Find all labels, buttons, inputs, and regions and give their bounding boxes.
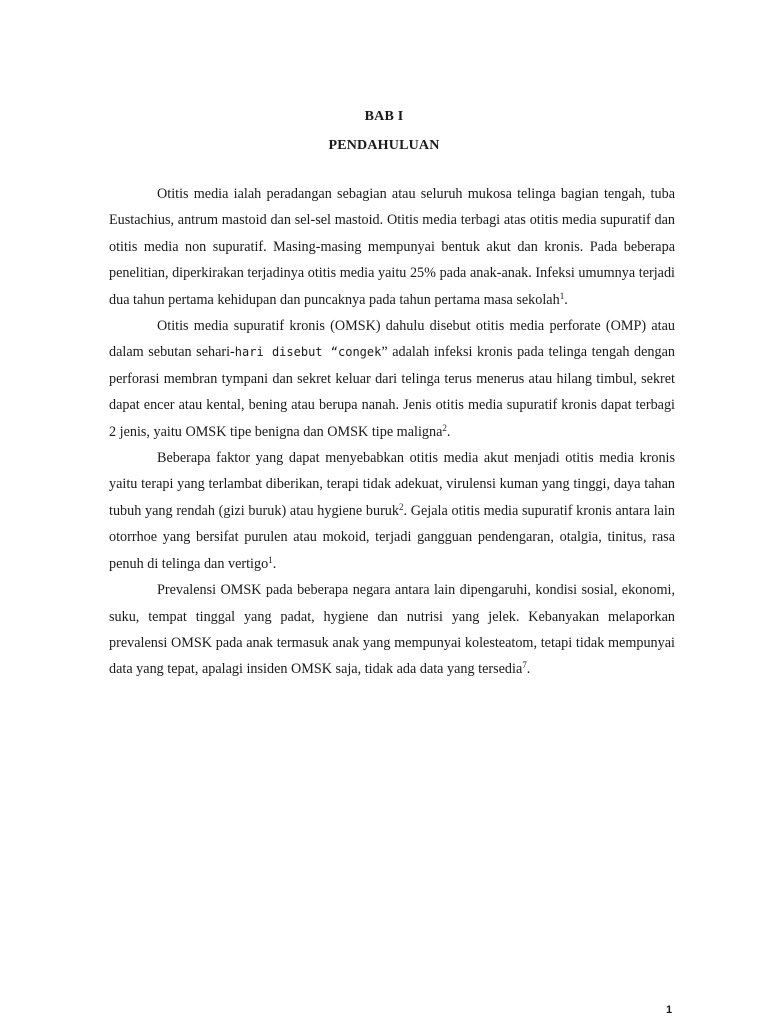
sentence-end: .	[564, 291, 568, 308]
sentence-end: .	[526, 661, 531, 678]
citation-superscript: 2	[442, 422, 447, 433]
body-text	[109, 181, 675, 683]
sentence-end: .	[272, 555, 277, 572]
citation-superscript: 1	[268, 554, 273, 565]
citation-superscript: 2	[399, 501, 404, 512]
citation-superscript: 7	[522, 660, 527, 671]
paragraph-text: ” adalah infeksi kronis pada telinga tengah dengan perforasi membran tympani dan sekret keluar dari telinga terus menerus atau hilang timbul, sekret dapat encer atau kental, bening atau berupa nanah. Jenis otitis media supuratif kronis dapat terbagi 2 jenis, yaitu OMSK tipe benigna dan OMSK tipe maligna	[109, 344, 676, 440]
paragraph-1	[109, 181, 675, 313]
paragraph-text: Prevalensi OMSK pada beberapa negara antara lain dipengaruhi, kondisi sosial, ekonomi, suku, tempat tinggal yang padat, hygiene dan nutrisi yang jelek. Kebanyakan melaporkan prevalensi OMSK pada anak termasuk anak yang mempunyai kolesteatom, tetapi tidak mempunyai data yang tepat, apalagi insiden OMSK saja, tidak ada data yang tersedia	[109, 582, 675, 678]
paragraph-3	[109, 445, 675, 577]
paragraph-text: Beberapa faktor yang dapat menyebabkan otitis media akut menjadi otitis media kronis yaitu terapi yang terlambat diberikan, terapi tidak adekuat, virulensi kuman yang tinggi, daya tahan tubuh yang rendah (gizi buruk) atau hygiene buruk	[109, 450, 675, 519]
sentence-end: .	[446, 423, 451, 440]
citation-superscript: 1	[559, 290, 565, 301]
paragraph-text: Otitis media supuratif kronis (OMSK) dahulu disebut otitis media perforate (OMP) atau dalam sebutan sehari-	[109, 318, 675, 361]
paragraph-4	[109, 577, 675, 683]
chapter-number: BAB I	[364, 109, 404, 124]
paragraph-text: Otitis media ialah peradangan sebagian atau seluruh mukosa telinga bagian tengah, tuba Eustachius, antrum mastoid dan sel-sel mastoid. Otitis media terbagi atas otitis media supuratif dan otitis media non supuratif. Masing-masing mempunyai bentuk akut dan kronis. Pada beberapa penelitian, diperkirakan terjadinya otitis media yaitu 25% pada anak-anak. Infeksi umumnya terjadi dua tahun pertama kehidupan dan puncaknya pada tahun pertama masa sekolah	[109, 186, 675, 308]
paragraph-2	[109, 313, 675, 445]
paragraph-text: . Gejala otitis media supuratif kronis antara lain otorrhoe yang bersifat purulen atau mokoid, terjadi gangguan pendengaran, otalgia, tinitus, rasa penuh di telinga dan vertigo	[109, 502, 675, 572]
monospace-segment: hari disebut “congek	[234, 345, 382, 360]
chapter-title: PENDAHULUAN	[328, 138, 440, 153]
page-number: 1	[666, 1004, 673, 1016]
